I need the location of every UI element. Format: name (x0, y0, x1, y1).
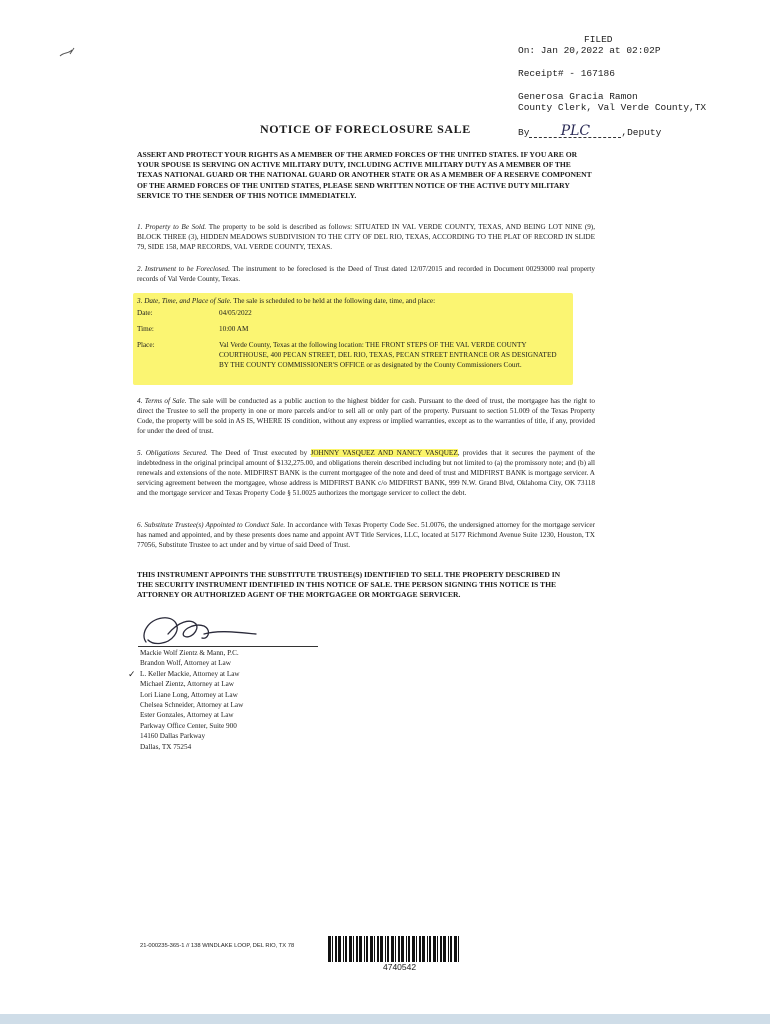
filing-stamp (518, 34, 758, 138)
signer-line: Ester Gonzales, Attorney at Law (140, 711, 234, 720)
signer-line: Lori Liane Long, Attorney at Law (140, 690, 238, 699)
section-instrument-text: The instrument to be foreclosed is the Deed of Trust dated 12/07/2015 and recorded in Document 00293000 real property records of Val Verde County, Texas. (137, 265, 595, 283)
highlight-band (133, 293, 573, 385)
by-label: By (518, 127, 530, 138)
section-obligations-text-after: , provides that it secures the payment of the indebtedness in the original principal amount of $132,275.00, and obligations therein described including but not limited to (a) the promissory note; and (b) all renewals and extensions of the note. MIDFIRST BANK is the current mortgagee of the note and deed of trust and MIDFIRST BANK is mortgage servicer. A servicing agreement between the mortgagee, whose address is MIDFIRST BANK c/o MIDFIRST BANK, 999 N.W. Grand Blvd, Oklahoma City, OK 73118 and the mortgage servicer and Texas Property Code § 51.0025 authorizes the mortgage servicer to collect the debt. (137, 449, 595, 497)
sale-place-value: Val Verde County, Texas at the following location: THE FRONT STEPS OF THE VAL VERDE COUNTY COURTHOUSE, 400 PECAN STREET, DEL RIO, TEXAS, PECAN STREET ENTRANCE OR AS DESIGNATED BY THE COUNTY COMMISSIONER'S OFFICE or as designated by the County Commissioners Court. (219, 341, 557, 369)
sale-time-value: 10:00 AM (219, 325, 249, 333)
clerk-name: Generosa Gracia Ramon (518, 91, 638, 102)
filed-label: FILED (584, 34, 613, 45)
signature-line (138, 646, 318, 647)
section-substitute-trustee-heading: 6. Substitute Trustee(s) Appointed to Conduct Sale. (137, 521, 286, 529)
section-sale-text: The sale is scheduled to be held at the following date, time, and place: (231, 297, 436, 305)
barcode-number: 4740542 (383, 962, 417, 972)
signer-firm: Mackie Wolf Zientz & Mann, P.C. (140, 649, 239, 657)
section-obligations (137, 448, 595, 498)
section-obligations-text-before: The Deed of Trust executed by (207, 449, 311, 457)
file-reference: 21-000235-365-1 // 138 WINDLAKE LOOP, DEL RIO, TX 78 (140, 943, 295, 949)
signer-line: Chelsea Schneider, Attorney at Law (140, 701, 244, 710)
sale-place-label: Place: (137, 341, 155, 349)
clerk-office: County Clerk, Val Verde County,TX (518, 102, 707, 113)
section-property (137, 222, 595, 252)
military-warning: ASSERT AND PROTECT YOUR RIGHTS AS A MEMBER OF THE ARMED FORCES OF THE UNITED STATES. IF YOU ARE OR YOUR SPOUSE IS SERVING ON ACTIVE MILITARY DUTY, INCLUDING ACTIVE MILITARY DUTY AS A MEMBER OF THE TEXAS NATIONAL GUARD OR THE NATIONAL GUARD OR ANOTHER STATE OR AS A MEMBER OF A RESERVE COMPONENT OF THE ARMED FORCES OF THE UNITED STATES, PLEASE SEND WRITTEN NOTICE OF THE ACTIVE DUTY MILITARY SERVICE TO THE SENDER OF THIS NOTICE IMMEDIATELY. (137, 150, 592, 200)
signer-block (128, 648, 360, 752)
section-substitute-trustee-text: In accordance with Texas Property Code Sec. 51.0076, the undersigned attorney for the mortgage servicer has named and appointed, and by these presents does name and appoint AVT Title Services, LLC, located at 5177 Richmond Avenue Suite 1230, Houston, TX 77056, Substitute Trustee to act under and by virtue of said Deed of Trust. (137, 521, 596, 549)
sale-date-label: Date: (137, 309, 153, 317)
borrowers-highlight: JOHNNY VASQUEZ AND NANCY VASQUEZ (310, 449, 458, 457)
section-instrument (137, 264, 595, 284)
scan-edge (0, 1014, 770, 1024)
section-sale-heading: 3. Date, Time, and Place of Sale. (137, 297, 232, 305)
signer-line: Brandon Wolf, Attorney at Law (140, 659, 231, 668)
filed-date: On: Jan 20,2022 at 02:02P (518, 45, 661, 56)
notice-title: NOTICE OF FORECLOSURE SALE (260, 122, 471, 136)
signer-address: Parkway Office Center, Suite 900 (140, 721, 237, 730)
sale-date-value: 04/05/2022 (219, 309, 252, 317)
deputy-line (518, 125, 758, 138)
sale-time-label: Time: (137, 325, 154, 333)
check-mark-icon: ✓ (128, 668, 136, 679)
section-terms (137, 396, 595, 436)
section-obligations-heading: 5. Obligations Secured. (137, 449, 208, 457)
signer-address: 14160 Dallas Parkway (140, 732, 206, 741)
signer-address: Dallas, TX 75254 (140, 742, 192, 751)
signer-line-checked (128, 668, 360, 679)
appointment-statement: THIS INSTRUMENT APPOINTS THE SUBSTITUTE TRUSTEE(S) IDENTIFIED TO SELL THE PROPERTY DESCRIBED IN THE SECURITY INSTRUMENT IDENTIFIED IN THIS NOTICE OF SALE. THE PERSON SIGNING THIS NOTICE IS THE ATTORNEY OR AUTHORIZED AGENT OF THE MORTGAGEE OR MORTGAGE SERVICER. (137, 570, 561, 600)
barcode-icon (328, 936, 462, 962)
deputy-initials: PLC (529, 125, 621, 138)
section-terms-heading: 4. Terms of Sale. (137, 397, 187, 405)
section-property-heading: 1. Property to Be Sold. (137, 223, 207, 231)
deputy-label: ,Deputy (621, 127, 662, 138)
signer-line: Michael Zientz, Attorney at Law (140, 680, 235, 689)
receipt-number: Receipt# - 167186 (518, 68, 615, 79)
signer-line: L. Keller Mackie, Attorney at Law (140, 669, 240, 678)
section-instrument-heading: 2. Instrument to be Foreclosed. (137, 265, 230, 273)
section-sale-intro (137, 296, 569, 306)
section-terms-text: The sale will be conducted as a public auction to the highest bidder for cash. Pursuant to the deed of trust, the mortgagee has the right to direct the Trustee to sell the property in one or more parcels and/or to sell all or only part of the property. Pursuant to section 51.009 of the Texas Property Code, the property will be sold in AS IS, WHERE IS condition, without any express or implied warranties, except as to the warranties of title, if any, provided for under the deed of trust. (137, 397, 595, 435)
section-substitute-trustee (137, 520, 595, 550)
attorney-signature-icon (138, 612, 288, 650)
section-property-text: The property to be sold is described as follows: SITUATED IN VAL VERDE COUNTY, TEXAS, AND BEING LOT NINE (9), BLOCK THREE (3), HIDDEN MEADOWS SUBDIVISION TO THE CITY OF DEL RIO, TEXAS, ACCORDING TO THE PLAT OF RECORD IN SLIDE 79, SIDE 158, MAP RECORDS, VAL VERDE COUNTY, TEXAS. (137, 223, 595, 251)
pen-mark-icon (56, 44, 86, 74)
